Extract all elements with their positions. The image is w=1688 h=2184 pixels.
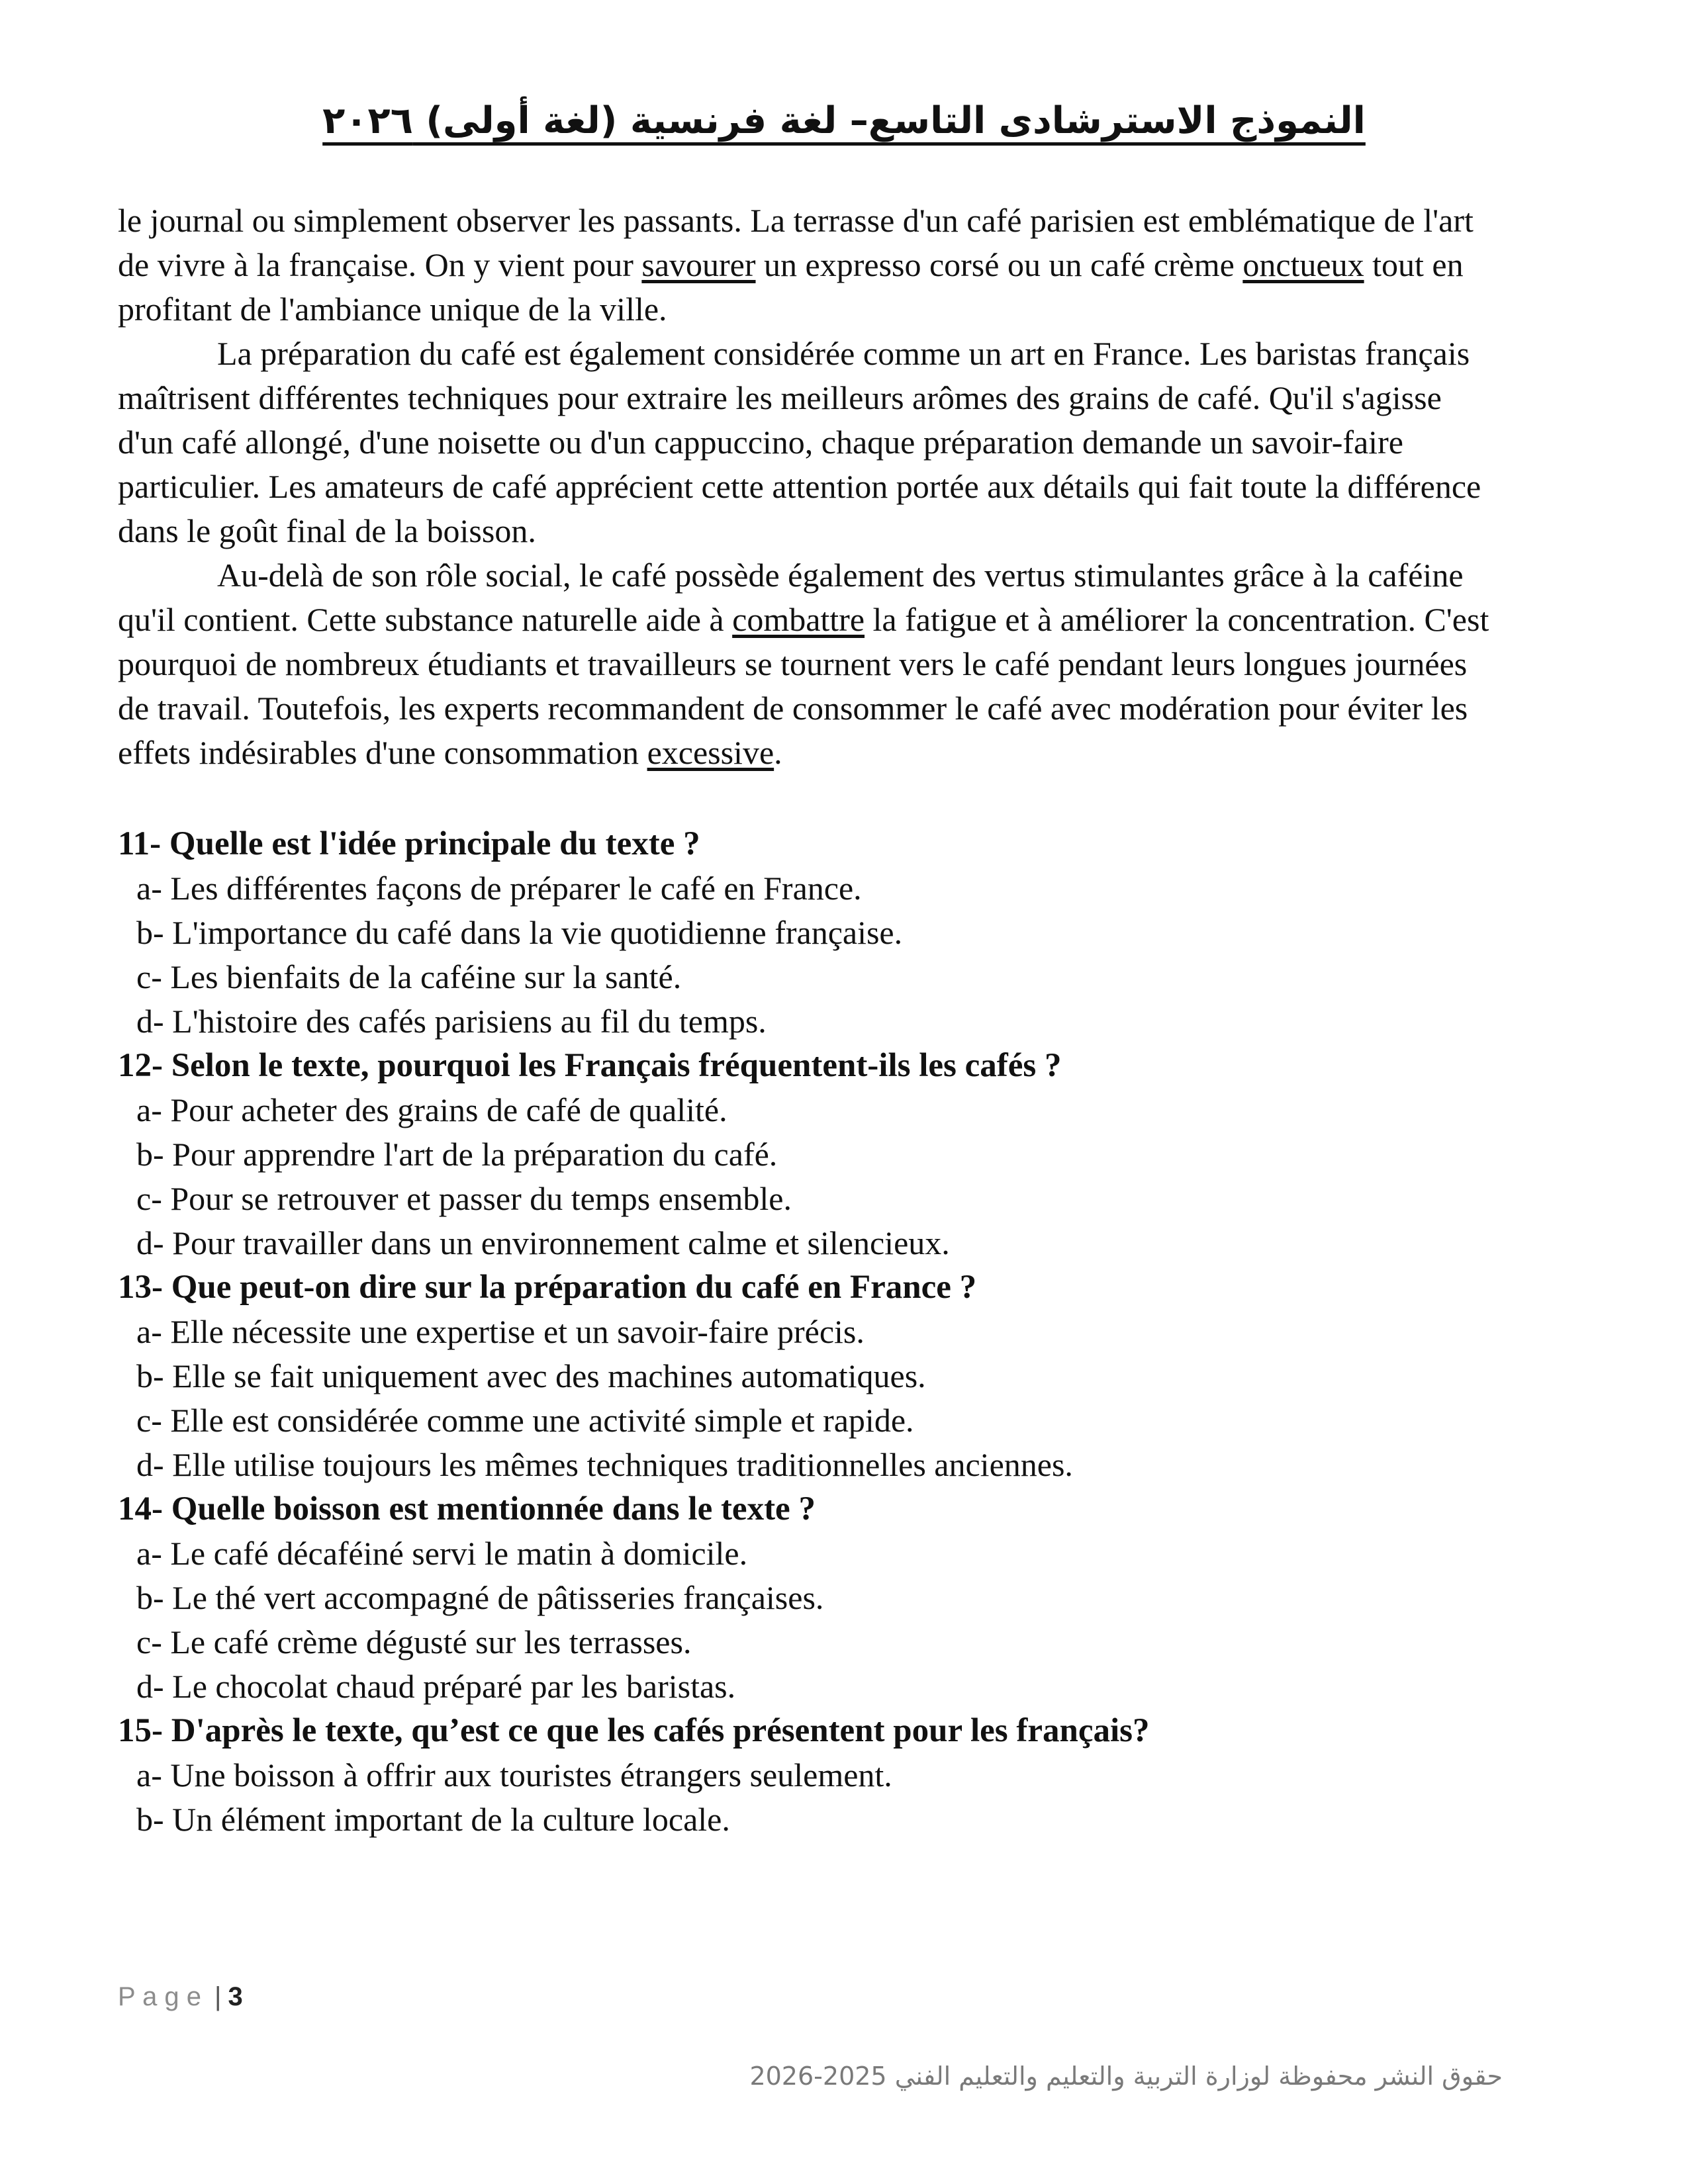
document-body bbox=[118, 199, 1501, 1842]
answer-option: b- Un élément important de la culture locale. bbox=[136, 1801, 730, 1838]
page-number: 3 bbox=[228, 1982, 243, 2011]
page-separator: | bbox=[214, 1982, 222, 2011]
answer-option: c- Le café crème dégusté sur les terrasses. bbox=[136, 1623, 692, 1661]
answer-option: c- Pour se retrouver et passer du temps ensemble. bbox=[136, 1180, 792, 1217]
answer-option: d- Le chocolat chaud préparé par les baristas. bbox=[136, 1668, 736, 1705]
underlined-word: savourer bbox=[641, 246, 756, 283]
answer-option: a- Elle nécessite une expertise et un savoir-faire précis. bbox=[136, 1313, 865, 1350]
question-title: 11- Quelle est l'idée principale du texte ? bbox=[118, 825, 700, 862]
answer-option: a- Une boisson à offrir aux touristes étrangers seulement. bbox=[136, 1756, 892, 1794]
copyright-notice: حقوق النشر محفوظة لوزارة التربية والتعليم والتعليم الفني 2025-2026 bbox=[749, 2062, 1503, 2091]
underlined-word: excessive bbox=[647, 734, 774, 771]
answer-option: b- Le thé vert accompagné de pâtisseries françaises. bbox=[136, 1579, 824, 1616]
answer-option: c- Les bienfaits de la caféine sur la santé. bbox=[136, 958, 682, 995]
document-title: النموذج الاسترشادى التاسع– لغة فرنسية (لغة أولى) ٢٠٢٦ bbox=[322, 99, 1366, 142]
question-11 bbox=[118, 822, 1501, 1044]
answer-option: d- L'histoire des cafés parisiens au fil du temps. bbox=[136, 1003, 767, 1040]
question-15 bbox=[118, 1709, 1501, 1842]
underlined-word: combattre bbox=[732, 601, 865, 638]
answer-option: b- Elle se fait uniquement avec des machines automatiques. bbox=[136, 1357, 926, 1394]
text-run: tout en profitant de l'ambiance unique de la ville. bbox=[118, 246, 1464, 328]
question-title: 15- D'après le texte, qu’est ce que les cafés présentent pour les français? bbox=[118, 1712, 1150, 1749]
question-list bbox=[118, 822, 1501, 1842]
text-run: un expresso corsé ou un café crème bbox=[755, 246, 1243, 283]
question-title: 14- Quelle boisson est mentionnée dans le texte ? bbox=[118, 1490, 816, 1527]
question-title: 12- Selon le texte, pourquoi les Français fréquentent-ils les cafés ? bbox=[118, 1047, 1062, 1084]
text-run: la fatigue et à améliorer la concentration. C'est pourquoi de nombreux étudiants et travailleurs se tournent vers le café pendant leurs longues journées de travail. Toutefois, les experts recommandent de consommer le café avec modération pour éviter les effets indésirables d'une consommation bbox=[118, 601, 1489, 771]
page-footer bbox=[118, 1982, 243, 2012]
question-13 bbox=[118, 1265, 1501, 1487]
underlined-word: onctueux bbox=[1243, 246, 1364, 283]
question-title: 13- Que peut-on dire sur la préparation du café en France ? bbox=[118, 1269, 977, 1306]
answer-option: b- Pour apprendre l'art de la préparation du café. bbox=[136, 1136, 778, 1173]
page-label: P a g e bbox=[118, 1982, 202, 2011]
answer-option: b- L'importance du café dans la vie quotidienne française. bbox=[136, 914, 903, 951]
answer-option: d- Elle utilise toujours les mêmes techniques traditionnelles anciennes. bbox=[136, 1446, 1073, 1483]
text-run: Au-delà de son rôle social, le café possède également des vertus stimulantes grâce à la caféine qu'il contient. Cette substance naturelle aide à bbox=[118, 557, 1464, 638]
question-14 bbox=[118, 1487, 1501, 1709]
passage-paragraph-3 bbox=[118, 553, 1501, 775]
answer-option: a- Le café décaféiné servi le matin à domicile. bbox=[136, 1535, 748, 1572]
answer-option: a- Les différentes façons de préparer le café en France. bbox=[136, 870, 862, 907]
passage-paragraph-1 bbox=[118, 199, 1501, 332]
answer-option: a- Pour acheter des grains de café de qualité. bbox=[136, 1091, 727, 1128]
passage-paragraph-2: La préparation du café est également considérée comme un art en France. Les baristas français maîtrisent différentes techniques pour extraire les meilleurs arômes des grains de café. Qu'il s'agisse d'un café allongé, d'une noisette ou d'un cappuccino, chaque préparation demande un savoir-faire particulier. Les amateurs de café apprécient cette attention portée aux détails qui fait toute la différence dans le goût final de la boisson. bbox=[118, 335, 1481, 549]
text-run: le journal ou simplement observer les passants. La terrasse d'un café parisien est emblématique de l'art de vivre à la française. On y vient pour bbox=[118, 202, 1474, 283]
question-12 bbox=[118, 1044, 1501, 1265]
answer-option: d- Pour travailler dans un environnement calme et silencieux. bbox=[136, 1224, 950, 1261]
text-run: . bbox=[774, 734, 782, 771]
answer-option: c- Elle est considérée comme une activité simple et rapide. bbox=[136, 1402, 914, 1439]
page-header bbox=[0, 99, 1688, 142]
